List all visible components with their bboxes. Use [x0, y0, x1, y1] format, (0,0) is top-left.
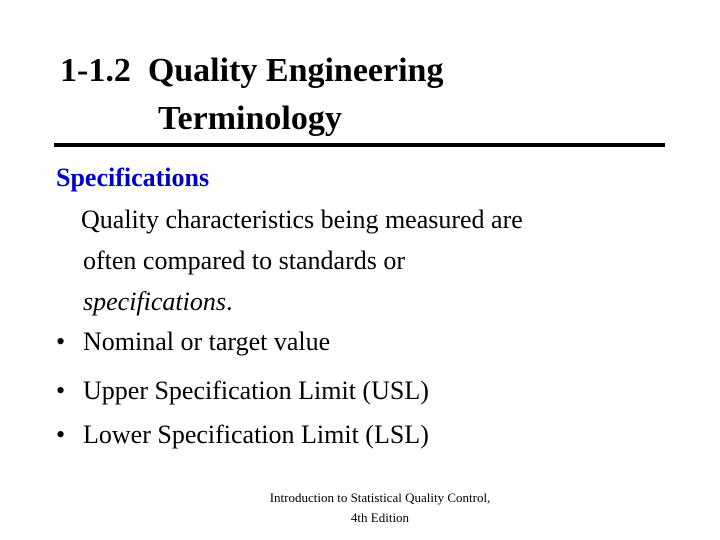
- bullet-text: Nominal or target value: [83, 327, 331, 356]
- bullet-dot-icon: •: [56, 327, 66, 356]
- bullet-dot-icon: •: [56, 420, 66, 449]
- paragraph-line-3: [83, 281, 703, 322]
- bullet-text: Upper Specification Limit (USL): [83, 376, 429, 405]
- section-heading: Specifications: [56, 163, 210, 192]
- slide-footer: [240, 488, 520, 528]
- bullet-text: Lower Specification Limit (LSL): [83, 420, 429, 449]
- footer-line-2: 4th Edition: [350, 510, 410, 525]
- bullet-dot-icon: •: [56, 376, 66, 405]
- slide-title: [0, 0, 720, 150]
- paragraph-line-2: often compared to standards or: [83, 246, 406, 275]
- title-line-1: 1-1.2 Quality Engineering: [60, 52, 444, 89]
- bullet-item: [56, 370, 429, 412]
- paragraph-line-1: Quality characteristics being measured are: [81, 205, 523, 234]
- paragraph-period: .: [225, 287, 233, 316]
- bullet-item: [56, 321, 330, 363]
- title-underline-divider: [54, 143, 665, 147]
- title-line-2: Terminology: [158, 100, 342, 137]
- footer-line-1: Introduction to Statistical Quality Control,: [269, 490, 491, 505]
- paragraph-italic-term: specifications: [83, 287, 226, 316]
- bullet-item: [56, 414, 429, 456]
